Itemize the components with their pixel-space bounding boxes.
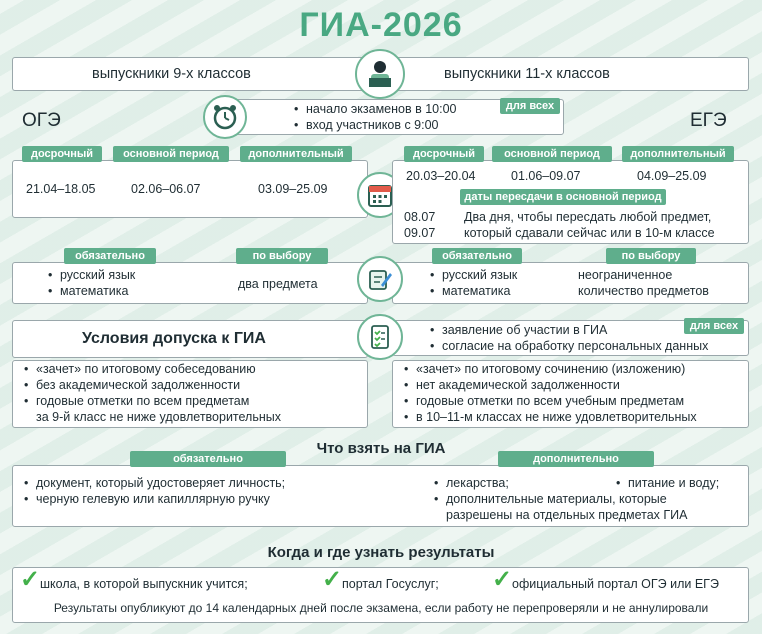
retake-line-1: Два дня, чтобы пересдать любой предмет,: [464, 210, 712, 224]
ege-choice-tag: по выбору: [606, 248, 696, 264]
list-item: за 9-й класс не ниже удовлетворительных: [36, 410, 281, 424]
ege-extra-dates: 04.09–25.09: [637, 169, 707, 183]
list-item: • согласие на обработку персональных данных: [428, 338, 708, 354]
list-item: разрешены на отдельных предметах ГИА: [446, 508, 688, 522]
oge-choice-tag: по выбору: [236, 248, 328, 264]
oge-early-tag: досрочный: [22, 146, 102, 162]
retake-date-1: 08.07: [404, 210, 436, 224]
list-item: • годовые отметки по всем предметам: [22, 393, 281, 409]
oge-choice-text: два предмета: [238, 277, 318, 291]
page-title: ГИА-2026: [299, 6, 463, 44]
list-item: • документ, который удостоверяет личность;: [22, 475, 285, 491]
ege-extra-tag: дополнительный: [622, 146, 734, 162]
oge-extra-dates: 03.09–25.09: [258, 182, 328, 196]
bring-food-item: [614, 475, 719, 491]
list-item: • вход участников с 9:00: [292, 117, 456, 133]
list-item: • «зачет» по итоговому сочинению (изложению): [402, 361, 697, 377]
ege-label: ЕГЭ: [690, 110, 727, 131]
bring-title: Что взять на ГИА: [316, 440, 446, 457]
check-icon: ✓: [322, 566, 343, 593]
check-icon: ✓: [20, 566, 41, 593]
list-item: • «зачет» по итоговому собеседованию: [22, 361, 281, 377]
ege-main-tag: основной период: [492, 146, 612, 162]
ege-early-tag: досрочный: [404, 146, 484, 162]
list-item: • в 10–11-м классах не ниже удовлетворительных: [402, 409, 697, 425]
ege-choice-line-1: неограниченное: [578, 268, 673, 282]
results-school: школа, в которой выпускник учится;: [40, 577, 248, 591]
oge-main-dates: 02.06–06.07: [131, 182, 201, 196]
results-gosuslugi: портал Госуслуг;: [342, 577, 439, 591]
admission-title: Условия допуска к ГИА: [82, 330, 266, 347]
oge-extra-tag: дополнительный: [240, 146, 352, 162]
checklist-icon: [357, 314, 403, 360]
list-item: • математика: [46, 283, 135, 299]
oge-required-tag: обязательно: [64, 248, 156, 264]
results-title: Когда и где узнать результаты: [267, 544, 495, 561]
choice-icon: [357, 256, 403, 302]
list-item: • заявление об участии в ГИА: [428, 322, 708, 338]
ege-main-dates: 01.06–09.07: [511, 169, 581, 183]
retake-date-2: 09.07: [404, 226, 436, 240]
oge-main-tag: основной период: [113, 146, 229, 162]
graduates-9-label: выпускники 9-х классов: [92, 66, 251, 82]
for-all-tag: для всех: [500, 98, 560, 114]
retake-tag: даты пересдачи в основной период: [460, 189, 666, 205]
admission-oge-list: [22, 361, 281, 425]
list-item: • русский язык: [428, 267, 517, 283]
oge-early-dates: 21.04–18.05: [26, 182, 96, 196]
oge-required-list: [46, 267, 135, 299]
ege-early-dates: 20.03–20.04: [406, 169, 476, 183]
check-icon: ✓: [492, 566, 513, 593]
admission-common-list: [428, 322, 708, 354]
list-item: • без академической задолженности: [22, 377, 281, 393]
list-item: • годовые отметки по всем учебным предметам: [402, 393, 697, 409]
alarm-clock-icon: [203, 95, 247, 139]
oge-label: ОГЭ: [22, 110, 61, 131]
list-item: • черную гелевую или капиллярную ручку: [22, 491, 285, 507]
bring-required-list: [22, 475, 285, 507]
bring-extra-tag: дополнительно: [498, 451, 654, 467]
list-item: • нет академической задолженности: [402, 377, 697, 393]
bring-required-tag: обязательно: [130, 451, 286, 467]
list-item: • математика: [428, 283, 517, 299]
list-item: • дополнительные материалы, которые: [432, 491, 687, 507]
admission-for-all-tag: для всех: [684, 318, 744, 334]
times-list: [292, 101, 456, 133]
graduates-11-label: выпускники 11-х классов: [444, 66, 610, 82]
student-icon: [355, 49, 405, 99]
results-note: Результаты опубликуют до 14 календарных дней после экзамена, если работу не перепроверяли и не аннулировали: [53, 601, 709, 615]
ege-choice-line-2: количество предметов: [578, 284, 709, 298]
ege-required-tag: обязательно: [432, 248, 522, 264]
ege-required-list: [428, 267, 517, 299]
admission-ege-list: [402, 361, 697, 425]
list-item: • начало экзаменов в 10:00: [292, 101, 456, 117]
results-official-portal: официальный портал ОГЭ или ЕГЭ: [512, 577, 719, 591]
list-item: • русский язык: [46, 267, 135, 283]
list-item: • лекарства;: [432, 475, 687, 491]
retake-line-2: который сдавали сейчас или в 10-м классе: [464, 226, 715, 240]
list-item: • питание и воду;: [614, 475, 719, 491]
